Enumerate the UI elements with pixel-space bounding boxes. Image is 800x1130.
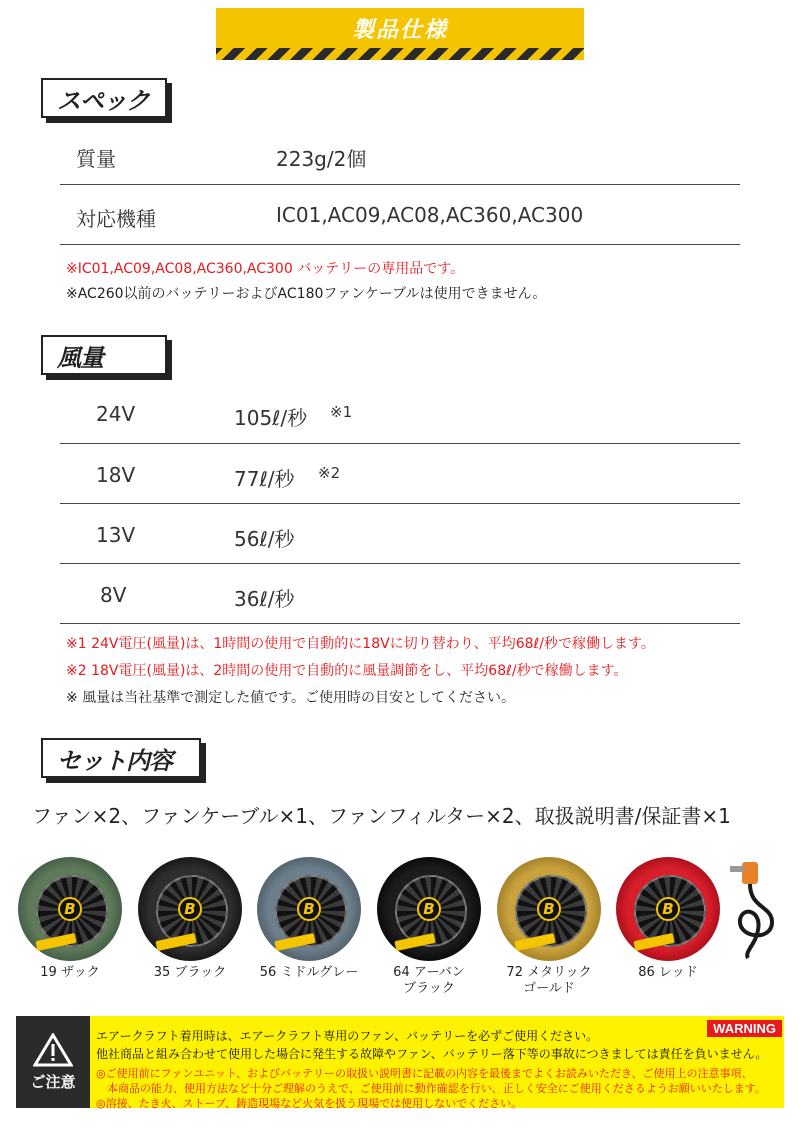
- page-title: 製品仕様: [351, 17, 448, 43]
- spec-name: 質量: [76, 147, 116, 171]
- airflow-note-3: ※ 風量は当社基準で測定した値です。ご使用時の目安としてください。: [66, 690, 516, 706]
- hazard-stripe: [216, 48, 584, 60]
- airflow-value: 56ℓ/秒: [234, 527, 295, 551]
- airflow-note-1: ※1 24V電圧(風量)は、1時間の使用で自動的に18Vに切り替わり、平均68ℓ/秒で稼働します。: [66, 636, 655, 652]
- cable-connector: [742, 862, 758, 884]
- airflow-row: [60, 383, 740, 444]
- warning-tag: WARNING: [707, 1020, 782, 1037]
- warning-box: [16, 1016, 784, 1108]
- airflow-value: 77ℓ/秒: [234, 467, 295, 491]
- spec-note-1: ※IC01,AC09,AC08,AC360,AC300 バッテリーの専用品です。: [66, 261, 465, 277]
- fan-swatch: [497, 857, 601, 961]
- page-title-banner: [216, 8, 584, 48]
- fan-color-label: 56 ミドルグレー: [259, 965, 359, 980]
- airflow-mark: ※1: [330, 403, 353, 421]
- fan-color-label: 19 ザック: [40, 965, 100, 980]
- warning-line: ◎ご使用前にファンユニット、およびバッテリーの取扱い説明書に記載の内容を最後までよくお読みいただき、ご使用上の注意事項、: [96, 1067, 753, 1080]
- fan-swatch: [138, 857, 242, 961]
- spec-note-2: ※AC260以前のバッテリーおよびAC180ファンケーブルは使用できません。: [66, 286, 547, 302]
- airflow-voltage: 18V: [96, 463, 136, 487]
- airflow-row: [60, 503, 740, 564]
- warning-line: ◎溶接、たき火、ストーブ、鋳造現場など火気を扱う現場では使用しないでください。: [96, 1097, 523, 1110]
- airflow-voltage: 24V: [96, 402, 136, 426]
- airflow-voltage: 8V: [100, 583, 127, 607]
- airflow-voltage: 13V: [96, 523, 136, 547]
- fan-hub-logo: B: [656, 897, 680, 921]
- fan-hub-logo: B: [178, 897, 202, 921]
- airflow-row: [60, 563, 740, 624]
- cable-plug-pin: [730, 866, 744, 872]
- fan-hub-logo: B: [417, 897, 441, 921]
- spec-section-label: スペック: [41, 78, 167, 118]
- spec-row-weight: [60, 124, 740, 185]
- set-contents: ファン×2、ファンケーブル×1、ファンフィルター×2、取扱説明書/保証書×1: [32, 804, 731, 828]
- fan-swatch: [616, 857, 720, 961]
- airflow-note-2: ※2 18V電圧(風量)は、2時間の使用で自動的に風量調節をし、平均68ℓ/秒で稼働します。: [66, 663, 628, 679]
- warning-line: エアークラフト着用時は、エアークラフト専用のファン、バッテリーを必ずご使用ください。: [96, 1029, 599, 1043]
- airflow-value: 105ℓ/秒: [234, 406, 308, 430]
- fan-color-label: 72 メタリック ゴールド: [506, 965, 592, 996]
- fan-hub-logo: B: [297, 897, 321, 921]
- warning-line: 本商品の能力、使用方法など十分ご理解のうえで、ご使用前に動作確認を行い、正しく安全にご使用くださるようお願いいたします。: [96, 1082, 766, 1095]
- airflow-value: 36ℓ/秒: [234, 587, 295, 611]
- airflow-section-label: 風量: [41, 335, 167, 375]
- fan-color-label: 35 ブラック: [153, 965, 227, 980]
- fan-color-label: 64 アーバン ブラック: [393, 965, 465, 996]
- fan-hub-logo: B: [58, 897, 82, 921]
- spec-value: 223g/2個: [276, 147, 367, 171]
- fan-swatch: [377, 857, 481, 961]
- spec-row-models: [60, 184, 740, 245]
- spec-name: 対応機種: [76, 207, 156, 231]
- set-section-label: セット内容: [41, 738, 201, 778]
- fan-cable-image: [728, 858, 784, 962]
- airflow-row: [60, 443, 740, 504]
- cable-wire: [740, 884, 772, 958]
- warning-triangle-icon: [33, 1033, 73, 1067]
- warning-line: 他社商品と組み合わせて使用した場合に発生する故障やファン、バッテリー落下等の事故につきましては責任を負いません。: [96, 1047, 768, 1061]
- airflow-mark: ※2: [318, 464, 341, 482]
- warning-side-label: ご注意: [30, 1072, 76, 1091]
- fan-swatch: [18, 857, 122, 961]
- spec-value: IC01,AC09,AC08,AC360,AC300: [276, 203, 584, 227]
- fan-color-label: 86 レッド: [638, 965, 698, 980]
- fan-swatch: [257, 857, 361, 961]
- warning-side-panel: [16, 1016, 90, 1108]
- fan-hub-logo: B: [537, 897, 561, 921]
